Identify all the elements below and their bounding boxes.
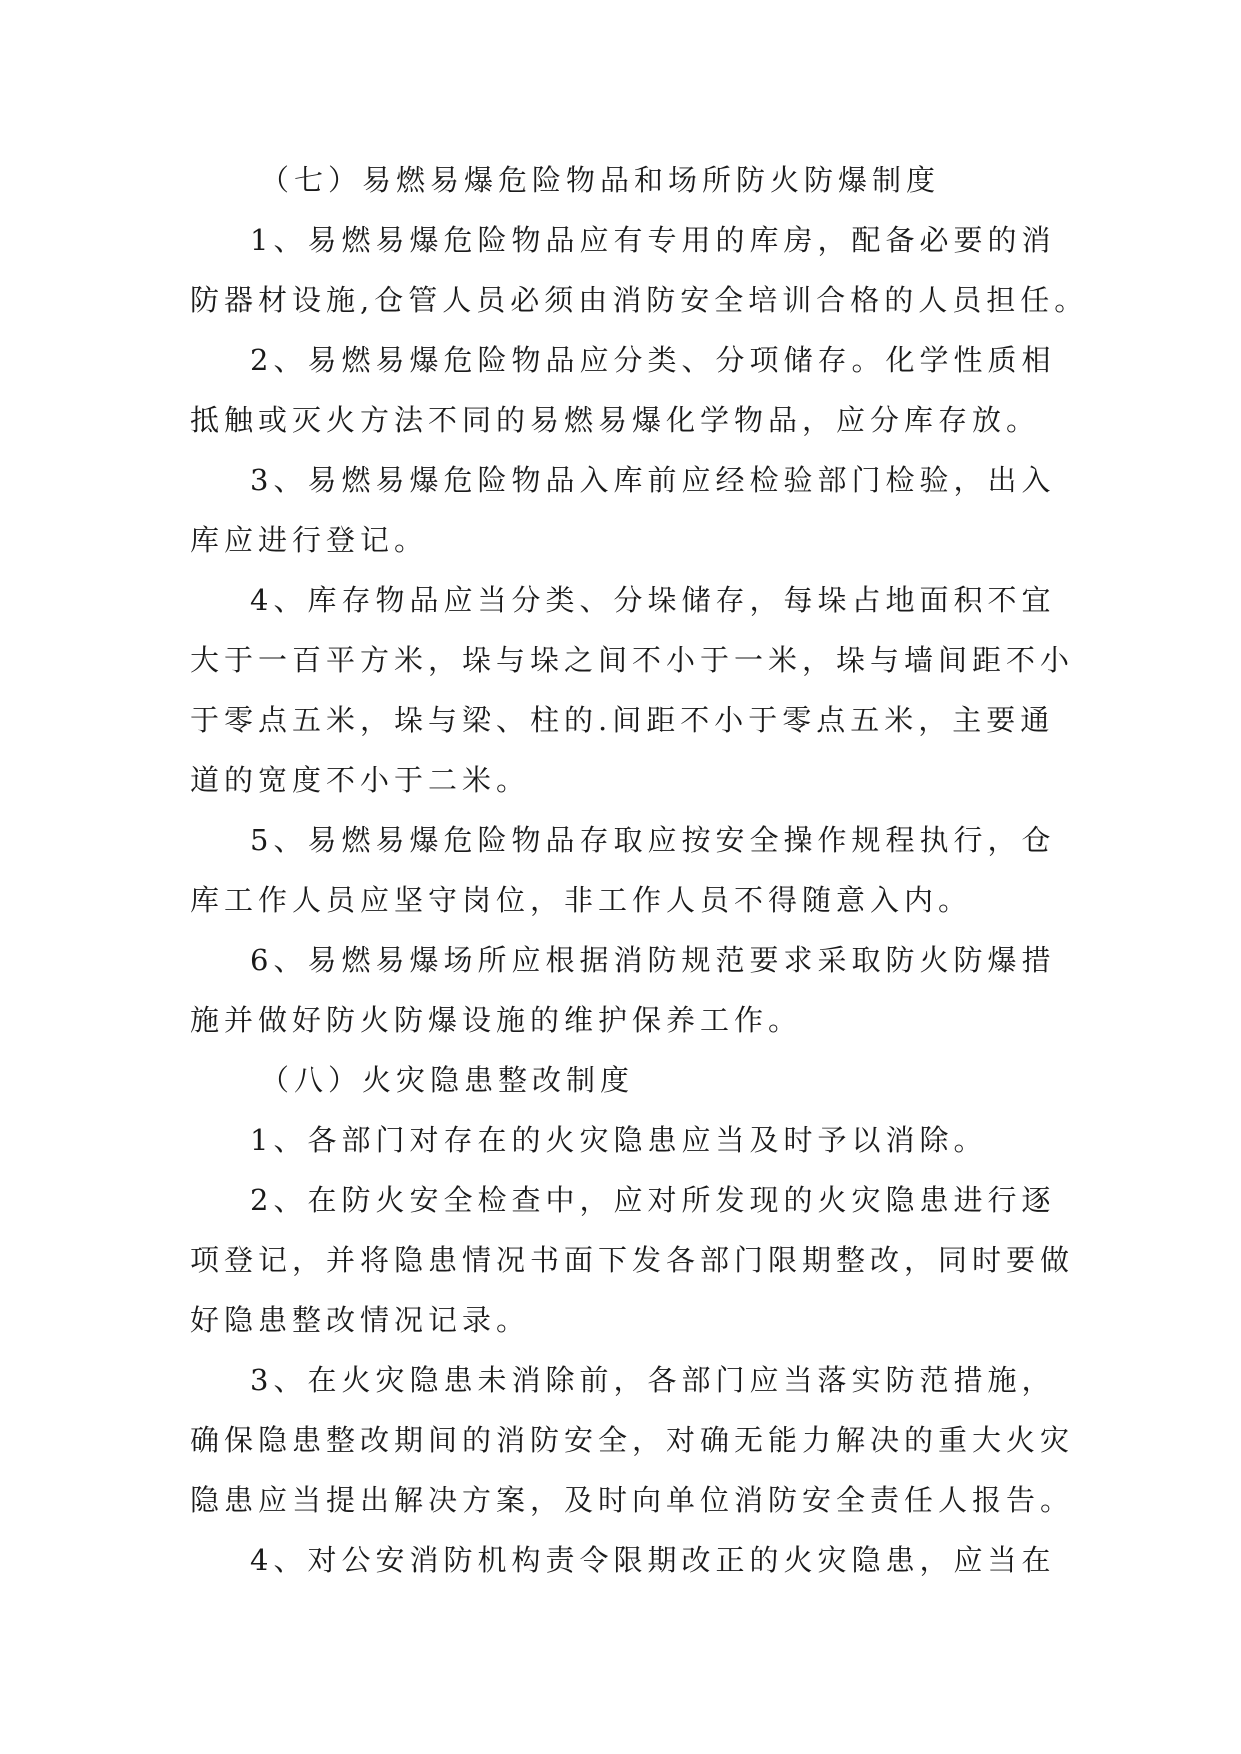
paragraph-line: 2、易燃易爆危险物品应分类、分项储存。化学性质相 (250, 343, 1056, 377)
paragraph-line: 项登记，并将隐患情况书面下发各部门限期整改，同时要做 (190, 1243, 1075, 1277)
paragraph-line: 大于一百平方米，垛与垛之间不小于一米，垛与墙间距不小 (190, 643, 1075, 677)
paragraph-line: 2、在防火安全检查中，应对所发现的火灾隐患进行逐 (250, 1183, 1056, 1217)
paragraph-line: 防器材设施,仓管人员必须由消防安全培训合格的人员担任。 (190, 283, 1089, 317)
paragraph-line: 施并做好防火防爆设施的维护保养工作。 (190, 1003, 803, 1037)
paragraph-line: 库应进行登记。 (190, 523, 429, 557)
paragraph-line: 4、库存物品应当分类、分垛储存，每垛占地面积不宜 (250, 583, 1056, 617)
document-page (190, 150, 1090, 1590)
paragraph-line: 库工作人员应坚守岗位，非工作人员不得随意入内。 (190, 883, 973, 917)
paragraph-line: 1、各部门对存在的火灾隐患应当及时予以消除。 (250, 1123, 988, 1157)
section-heading: （八）火灾隐患整改制度 (260, 1063, 635, 1097)
paragraph-line: 4、对公安消防机构责令限期改正的火灾隐患，应当在 (250, 1543, 1056, 1577)
paragraph-line: 1、易燃易爆危险物品应有专用的库房，配备必要的消 (250, 223, 1056, 257)
paragraph-line: 抵触或灭火方法不同的易燃易爆化学物品，应分库存放。 (190, 403, 1041, 437)
paragraph-line: 确保隐患整改期间的消防安全，对确无能力解决的重大火灾 (190, 1423, 1075, 1457)
paragraph-line: 3、易燃易爆危险物品入库前应经检验部门检验，出入 (250, 463, 1056, 497)
paragraph-line: 隐患应当提出解决方案，及时向单位消防安全责任人报告。 (190, 1483, 1075, 1517)
paragraph-line: 好隐患整改情况记录。 (190, 1303, 531, 1337)
section-heading: （七）易燃易爆危险物品和场所防火防爆制度 (260, 163, 941, 197)
paragraph-line: 3、在火灾隐患未消除前，各部门应当落实防范措施， (250, 1363, 1056, 1397)
paragraph-line: 于零点五米，垛与梁、柱的.间距不小于零点五米，主要通 (190, 703, 1055, 737)
paragraph-line: 6、易燃易爆场所应根据消防规范要求采取防火防爆措 (250, 943, 1056, 977)
paragraph-line: 道的宽度不小于二米。 (190, 763, 531, 797)
paragraph-line: 5、易燃易爆危险物品存取应按安全操作规程执行，仓 (250, 823, 1056, 857)
